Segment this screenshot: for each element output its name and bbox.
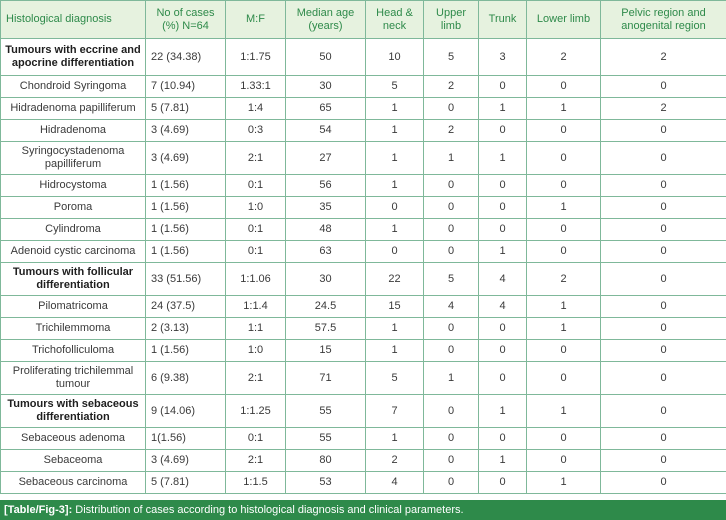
diagnosis-cell: Syringocystadenoma papilliferum (1, 142, 146, 175)
value-cell: 1:4 (226, 98, 286, 120)
value-cell: 1 (1.56) (146, 197, 226, 219)
value-cell: 22 (34.38) (146, 39, 226, 76)
value-cell: 1:1.4 (226, 296, 286, 318)
value-cell: 35 (286, 197, 366, 219)
value-cell: 0 (601, 395, 726, 428)
diagnosis-cell: Chondroid Syringoma (1, 76, 146, 98)
value-cell: 0 (424, 340, 479, 362)
value-cell: 9 (14.06) (146, 395, 226, 428)
value-cell: 10 (366, 39, 424, 76)
value-cell: 0 (601, 142, 726, 175)
value-cell: 1:1.25 (226, 395, 286, 428)
value-cell: 6 (9.38) (146, 362, 226, 395)
caption-label: [Table/Fig-3]: (4, 504, 73, 516)
diagnosis-cell: Trichilemmoma (1, 318, 146, 340)
value-cell: 3 (479, 39, 527, 76)
value-cell: 1 (479, 241, 527, 263)
value-cell: 5 (366, 362, 424, 395)
group-row (1, 263, 726, 296)
value-cell: 0 (601, 219, 726, 241)
value-cell: 0 (479, 340, 527, 362)
value-cell: 15 (286, 340, 366, 362)
table-row (1, 76, 726, 98)
value-cell: 2 (424, 76, 479, 98)
value-cell: 55 (286, 395, 366, 428)
diagnosis-cell: Adenoid cystic carcinoma (1, 241, 146, 263)
value-cell: 1 (366, 340, 424, 362)
table-row (1, 340, 726, 362)
value-cell: 1 (1.56) (146, 340, 226, 362)
value-cell: 0 (601, 76, 726, 98)
value-cell: 2:1 (226, 142, 286, 175)
value-cell: 1 (366, 98, 424, 120)
value-cell: 0 (366, 241, 424, 263)
value-cell: 0:1 (226, 428, 286, 450)
diagnosis-cell: Proliferating trichilemmal tumour (1, 362, 146, 395)
value-cell: 0 (479, 175, 527, 197)
value-cell: 1 (479, 395, 527, 428)
header-cell: No of cases (%) N=64 (146, 1, 226, 39)
value-cell: 1 (1.56) (146, 175, 226, 197)
table-body (1, 39, 726, 494)
value-cell: 1 (366, 318, 424, 340)
value-cell: 1:1.5 (226, 472, 286, 494)
value-cell: 3 (4.69) (146, 142, 226, 175)
value-cell: 4 (479, 263, 527, 296)
value-cell: 55 (286, 428, 366, 450)
value-cell: 1 (1.56) (146, 219, 226, 241)
table-row (1, 472, 726, 494)
value-cell: 4 (479, 296, 527, 318)
header-cell: Pelvic region and anogenital region (601, 1, 726, 39)
value-cell: 0 (424, 241, 479, 263)
value-cell: 0 (601, 450, 726, 472)
value-cell: 1 (527, 472, 601, 494)
value-cell: 1 (424, 142, 479, 175)
value-cell: 0:1 (226, 241, 286, 263)
value-cell: 0 (527, 428, 601, 450)
header-cell: Histological diagnosis (1, 1, 146, 39)
value-cell: 0 (479, 219, 527, 241)
value-cell: 0:1 (226, 175, 286, 197)
diagnosis-cell: Sebaceous adenoma (1, 428, 146, 450)
value-cell: 4 (366, 472, 424, 494)
table-row (1, 362, 726, 395)
value-cell: 56 (286, 175, 366, 197)
value-cell: 0 (601, 175, 726, 197)
value-cell: 0 (424, 175, 479, 197)
value-cell: 80 (286, 450, 366, 472)
header-cell: Lower limb (527, 1, 601, 39)
value-cell: 5 (7.81) (146, 472, 226, 494)
value-cell: 3 (4.69) (146, 120, 226, 142)
diagnosis-cell: Pilomatricoma (1, 296, 146, 318)
value-cell: 54 (286, 120, 366, 142)
header-cell: Upper limb (424, 1, 479, 39)
value-cell: 2 (3.13) (146, 318, 226, 340)
value-cell: 0 (601, 120, 726, 142)
value-cell: 2:1 (226, 450, 286, 472)
value-cell: 0 (479, 472, 527, 494)
value-cell: 50 (286, 39, 366, 76)
value-cell: 0 (527, 142, 601, 175)
value-cell: 30 (286, 263, 366, 296)
value-cell: 7 (10.94) (146, 76, 226, 98)
value-cell: 24.5 (286, 296, 366, 318)
value-cell: 2 (527, 39, 601, 76)
diagnosis-cell: Tumours with sebaceous differentiation (1, 395, 146, 428)
value-cell: 1.33:1 (226, 76, 286, 98)
value-cell: 1 (424, 362, 479, 395)
value-cell: 5 (7.81) (146, 98, 226, 120)
value-cell: 0 (479, 197, 527, 219)
value-cell: 65 (286, 98, 366, 120)
diagnosis-cell: Tumours with eccrine and apocrine differentiation (1, 39, 146, 76)
value-cell: 0 (366, 197, 424, 219)
value-cell: 0 (479, 76, 527, 98)
table-row (1, 296, 726, 318)
value-cell: 1 (366, 219, 424, 241)
value-cell: 48 (286, 219, 366, 241)
value-cell: 27 (286, 142, 366, 175)
value-cell: 1 (527, 197, 601, 219)
value-cell: 0 (601, 241, 726, 263)
diagnosis-cell: Cylindroma (1, 219, 146, 241)
value-cell: 0 (424, 318, 479, 340)
value-cell: 1 (527, 318, 601, 340)
value-cell: 0 (601, 318, 726, 340)
value-cell: 33 (51.56) (146, 263, 226, 296)
value-cell: 0 (424, 219, 479, 241)
value-cell: 3 (4.69) (146, 450, 226, 472)
value-cell: 63 (286, 241, 366, 263)
diagnosis-cell: Hidrocystoma (1, 175, 146, 197)
value-cell: 0 (424, 450, 479, 472)
value-cell: 0:3 (226, 120, 286, 142)
value-cell: 0 (601, 197, 726, 219)
value-cell: 2 (601, 39, 726, 76)
value-cell: 2:1 (226, 362, 286, 395)
table-row (1, 197, 726, 219)
value-cell: 1:1 (226, 318, 286, 340)
value-cell: 1 (479, 450, 527, 472)
header-cell: M:F (226, 1, 286, 39)
value-cell: 0 (479, 362, 527, 395)
value-cell: 0 (601, 472, 726, 494)
value-cell: 1 (479, 142, 527, 175)
value-cell: 71 (286, 362, 366, 395)
value-cell: 1 (366, 120, 424, 142)
diagnosis-cell: Sebaceous carcinoma (1, 472, 146, 494)
value-cell: 1:0 (226, 340, 286, 362)
value-cell: 1 (479, 98, 527, 120)
group-row (1, 39, 726, 76)
value-cell: 0:1 (226, 219, 286, 241)
value-cell: 0 (424, 428, 479, 450)
table-row (1, 175, 726, 197)
value-cell: 0 (479, 428, 527, 450)
value-cell: 0 (479, 318, 527, 340)
value-cell: 24 (37.5) (146, 296, 226, 318)
value-cell: 0 (527, 76, 601, 98)
value-cell: 1 (527, 98, 601, 120)
value-cell: 30 (286, 76, 366, 98)
table-row (1, 142, 726, 175)
table-row (1, 241, 726, 263)
value-cell: 5 (366, 76, 424, 98)
value-cell: 0 (424, 395, 479, 428)
header-cell: Head & neck (366, 1, 424, 39)
value-cell: 0 (424, 197, 479, 219)
table-row (1, 450, 726, 472)
value-cell: 7 (366, 395, 424, 428)
value-cell: 1:1.06 (226, 263, 286, 296)
diagnosis-cell: Trichofolliculoma (1, 340, 146, 362)
value-cell: 0 (601, 428, 726, 450)
table-row (1, 219, 726, 241)
value-cell: 1 (366, 142, 424, 175)
diagnosis-cell: Hidradenoma (1, 120, 146, 142)
value-cell: 1 (366, 428, 424, 450)
value-cell: 0 (527, 175, 601, 197)
value-cell: 1 (527, 395, 601, 428)
value-cell: 0 (527, 362, 601, 395)
value-cell: 2 (424, 120, 479, 142)
value-cell: 5 (424, 263, 479, 296)
value-cell: 0 (527, 450, 601, 472)
value-cell: 0 (527, 219, 601, 241)
caption-text: Distribution of cases according to histological diagnosis and clinical parameters. (72, 504, 464, 516)
value-cell: 0 (601, 296, 726, 318)
value-cell: 1:1.75 (226, 39, 286, 76)
table-row (1, 120, 726, 142)
value-cell: 4 (424, 296, 479, 318)
value-cell: 57.5 (286, 318, 366, 340)
value-cell: 22 (366, 263, 424, 296)
value-cell: 0 (424, 472, 479, 494)
value-cell: 15 (366, 296, 424, 318)
value-cell: 5 (424, 39, 479, 76)
value-cell: 0 (527, 241, 601, 263)
value-cell: 0 (601, 362, 726, 395)
value-cell: 0 (424, 98, 479, 120)
header-cell: Trunk (479, 1, 527, 39)
value-cell: 0 (527, 120, 601, 142)
table-caption (0, 500, 726, 520)
table-row (1, 98, 726, 120)
diagnosis-cell: Poroma (1, 197, 146, 219)
diagnosis-cell: Sebaceoma (1, 450, 146, 472)
value-cell: 53 (286, 472, 366, 494)
value-cell: 2 (527, 263, 601, 296)
header-cell: Median age (years) (286, 1, 366, 39)
diagnosis-cell: Hidradenoma papilliferum (1, 98, 146, 120)
value-cell: 0 (527, 340, 601, 362)
table-row (1, 318, 726, 340)
value-cell: 1:0 (226, 197, 286, 219)
value-cell: 1 (527, 296, 601, 318)
value-cell: 0 (479, 120, 527, 142)
header-row (1, 1, 726, 39)
value-cell: 2 (366, 450, 424, 472)
table-row (1, 428, 726, 450)
value-cell: 0 (601, 340, 726, 362)
value-cell: 0 (601, 263, 726, 296)
value-cell: 2 (601, 98, 726, 120)
group-row (1, 395, 726, 428)
value-cell: 1 (366, 175, 424, 197)
diagnosis-cell: Tumours with follicular differentiation (1, 263, 146, 296)
value-cell: 1 (1.56) (146, 241, 226, 263)
value-cell: 1(1.56) (146, 428, 226, 450)
